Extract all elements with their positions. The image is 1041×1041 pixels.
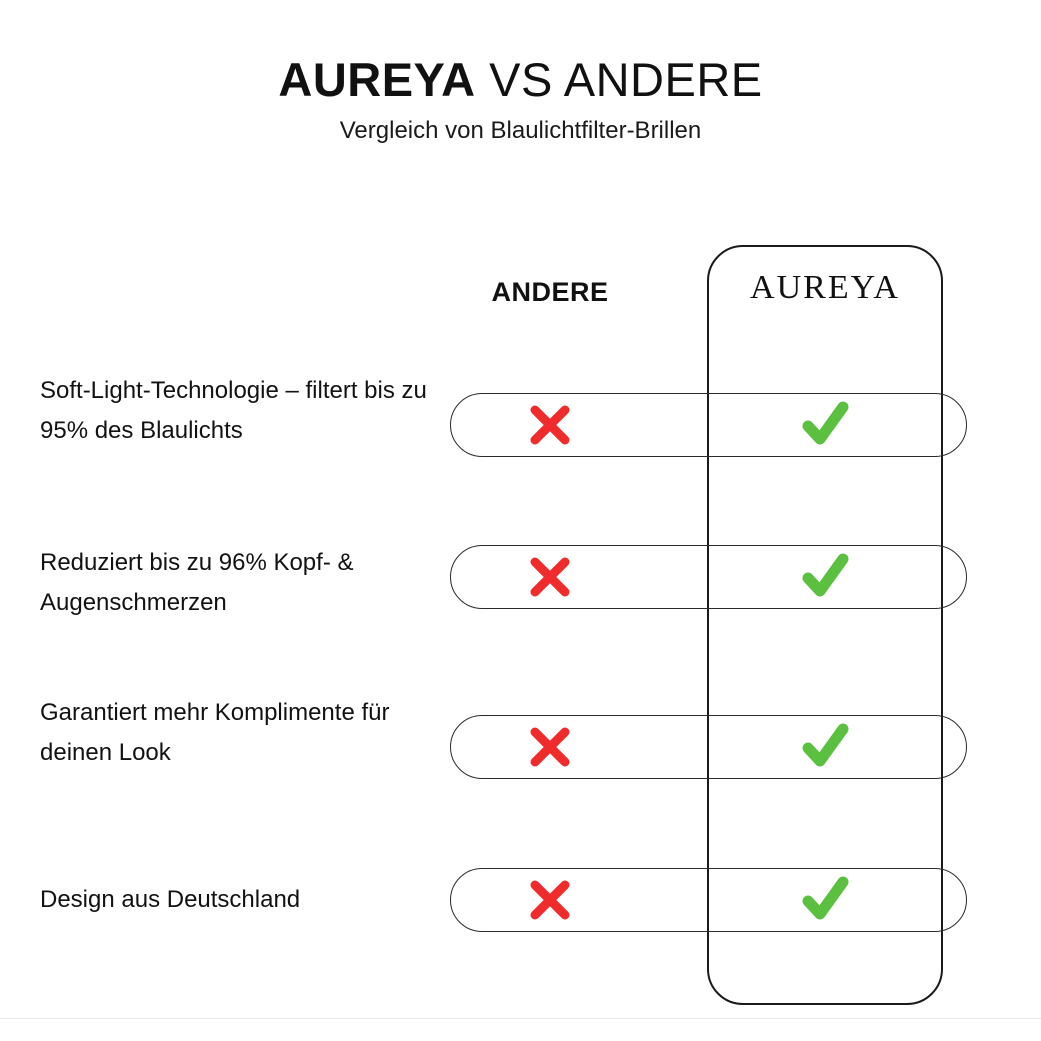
row-label: Design aus Deutschland xyxy=(40,886,301,913)
page-title xyxy=(0,52,1041,108)
cross-icon xyxy=(518,868,582,932)
page-title-brand: AUREYA xyxy=(278,53,476,106)
check-icon xyxy=(793,868,857,932)
cross-icon xyxy=(518,545,582,609)
page-title-rest: VS ANDERE xyxy=(475,53,763,106)
check-icon xyxy=(793,545,857,609)
cross-icon xyxy=(518,393,582,457)
check-icon xyxy=(793,393,857,457)
column-header-brand: AUREYA xyxy=(750,269,900,306)
row-label: Reduziert bis zu 96% Kopf- & Augenschmerzen xyxy=(40,549,354,616)
page-header xyxy=(0,52,1041,146)
page-bottom-edge xyxy=(0,1018,1041,1041)
table-row xyxy=(0,868,1041,932)
row-label: Soft-Light-Technologie – filtert bis zu 95% des Blaulichts xyxy=(40,377,427,444)
comparison-table xyxy=(0,225,1041,1015)
table-row xyxy=(0,699,1041,779)
table-row xyxy=(0,377,1041,457)
page-subtitle: Vergleich von Blaulichtfilter-Brillen xyxy=(339,117,702,144)
column-header-other: ANDERE xyxy=(491,277,609,307)
cross-icon xyxy=(518,715,582,779)
row-label: Garantiert mehr Komplimente für deinen Look xyxy=(40,699,390,766)
table-row xyxy=(0,545,1041,616)
check-icon xyxy=(793,715,857,779)
